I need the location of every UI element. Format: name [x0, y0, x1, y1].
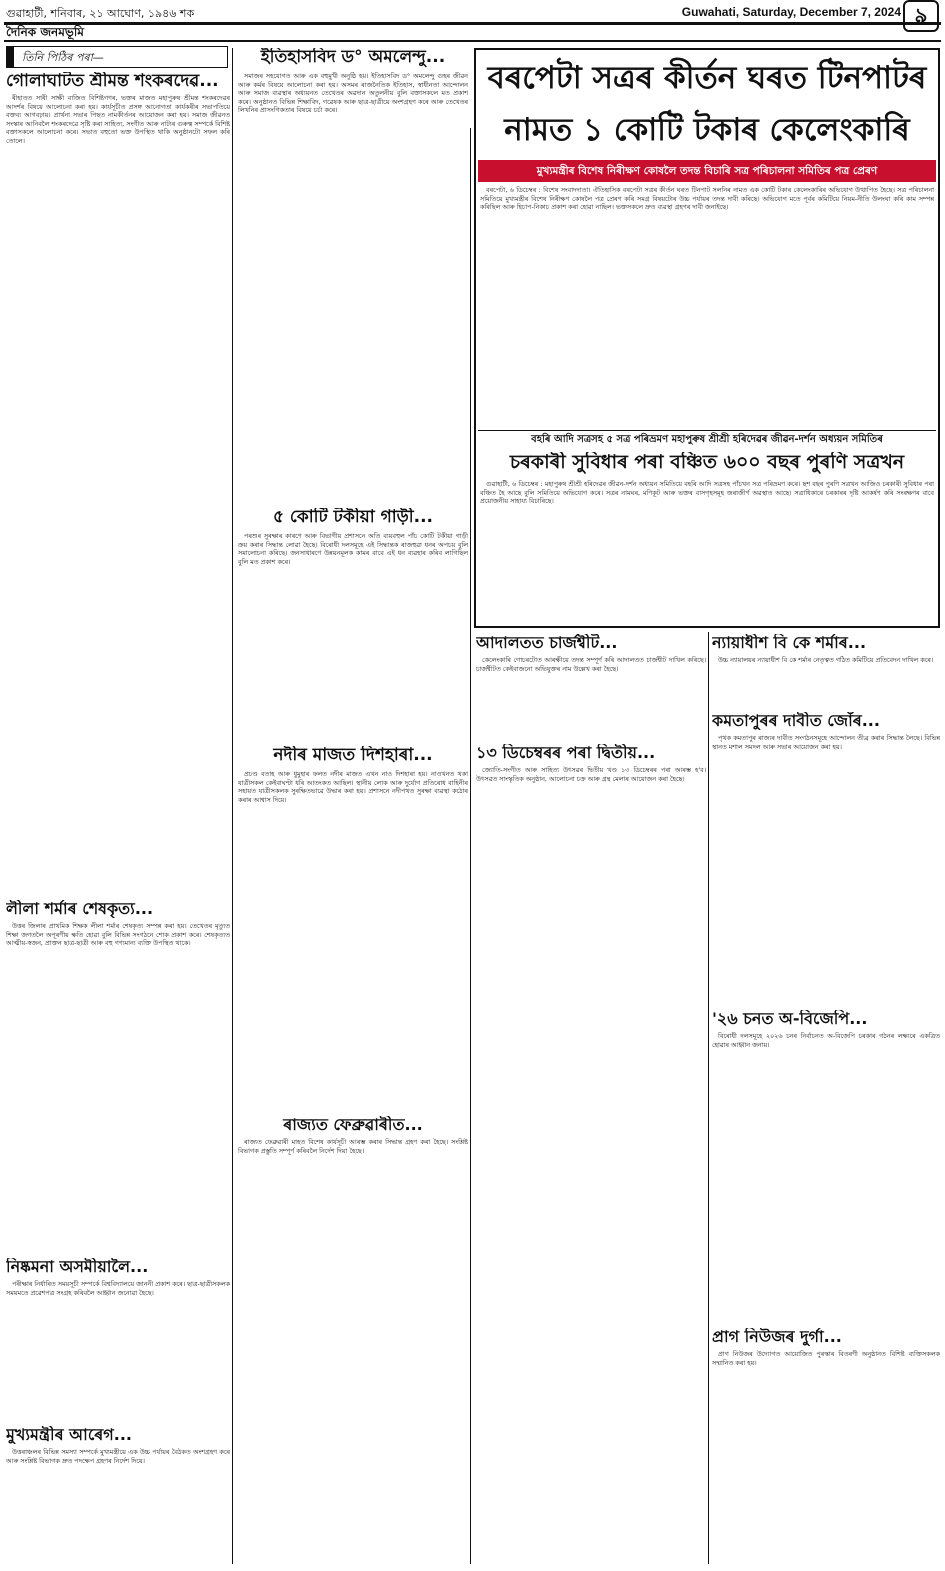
article-five-crore-body — [238, 532, 468, 744]
article-nadir-text: প্ৰচণ্ড বতাহ আৰু ধুমুহাৰ ফলত নদীৰ মাজত এখন নাও দিশহাৰা হয়। নাওখনত থকা যাত্ৰীসকল কেইবাঘণ্টা ধৰি আতংকত আছিল। স্থানীয় লোক আৰু দুৰ্যোগ প্ৰতিৰোধ বাহিনীৰ সহায়ত যাত্ৰীসকলক সুৰক্ষিতভাৱে উদ্ধাৰ কৰা হয়। প্ৰশাসনে নদীপথত সুৰক্ষা ব্যৱস্থা কঠোৰ কৰাৰ আশ্বাস দিয়ে। — [238, 770, 468, 804]
charkari-text: গুৱাহাটী, ৬ ডিচেম্বৰ : মহাপুৰুষ শ্ৰীশ্ৰী হৰিদেৱৰ জীৱন-দৰ্শন অধ্যয়ন সমিতিয়ে বহৰি আদি সত্ৰসহ পাঁচখন সত্ৰ পৰিভ্ৰমণ কৰে। ছশ বছৰ পুৰণি সত্ৰখন আজিও চৰকাৰী সুবিধাৰ পৰা বঞ্চিত হৈ আছে বুলি সমিতিয়ে অভিযোগ কৰে। সত্ৰৰ নামঘৰ, মণিকূট আৰু ভক্তৰ বাসগৃহসমূহ জৰাজীৰ্ণ অৱস্থাত আছে। সত্ৰাধিকাৰে চৰকাৰৰ দৃষ্টি আকৰ্ষণ কৰি সংৰক্ষণৰ বাবে প্ৰয়োজনীয় সাহায্য বিচাৰিছে। — [480, 480, 934, 505]
date-assamese: গুৱাহাটী, শনিবাৰ, ২১ আঘোণ, ১৯৪৬ শক — [6, 7, 195, 20]
article-december13-headline: ১৩ ডিচেম্বৰৰ পৰা দ্বিতীয়... — [476, 744, 656, 762]
charkari-sub-strip: বহৰি আদি সত্ৰসহ ৫ সত্ৰ পৰিভ্ৰমণ মহাপুৰুষ শ্ৰীশ্ৰী হৰিদেৱৰ জীৱন-দৰ্শন অধ্যয়ন সমিতিৰ — [478, 430, 936, 449]
article-itihaas-text: সমাজৰ সহযোগত আৰু এক বহুমুখী অনুষ্ঠি হয়। ইতিহাসবিদ ড° অমলেন্দু গুহৰ জীৱন আৰু কৰ্মৰ বিষয়ে আলোচনা কৰা হয়। অসমৰ ৰাজনৈতিক ইতিহাস, স্বাধীনতা আন্দোলন আৰু সমাজ ব্যৱস্থাৰ অধ্যয়নত তেখেতৰ অৱদান অতুলনীয় বুলি বক্তাসকলে মত প্ৰকাশ কৰে। অনুষ্ঠানত বিভিন্ন শিক্ষাবিদ, গৱেষক আৰু ছাত্ৰ-ছাত্ৰীয়ে অংশগ্ৰহণ কৰে আৰু তেখেতৰ লিখনিৰ প্ৰাসংগিকতাৰ বিষয়ে চৰ্চা কৰে। — [238, 72, 468, 114]
article-five-crore-text: পৰশুৰ সুৰক্ষাৰ কাৰণে আৰু বিভাগীয় প্ৰশাসনে অতি ব্যয়বহুল পাঁচ কোটি টকীয়া গাড়ী ক্ৰয় কৰাৰ সিদ্ধান্ত লোৱা হৈছে। বিৰোধী দলসমূহে এই সিদ্ধান্তক ৰাজহুৱা ধনৰ অপচয় বুলি সমালোচনা কৰিছে। জনসাধাৰণে উন্নয়নমূলক কামৰ বাবে এই ধন ব্যৱহাৰ কৰিব লাগিছিল বুলি মত প্ৰকাশ কৰে। — [238, 532, 468, 566]
article-pragjyotish-text: প্ৰাগ নিউজৰ উদ্যোগত আয়োজিত পুৰস্কাৰ বিতৰণী অনুষ্ঠানত বিশিষ্ট ব্যক্তিসকলক সম্মানিত কৰা হয়। — [712, 1350, 940, 1367]
page-number: ৯ — [903, 0, 939, 32]
article-chargesheet-body — [476, 656, 706, 736]
paper-name: দৈনিক জনমভূমি — [6, 25, 84, 39]
article-pragjyotish-headline: প্ৰাগ নিউজৰ দুৰ্গা... — [712, 1328, 842, 1346]
article-shankardev-text: ৰীহাতত সাৰী সাক্ষী বাজিত বিশিষ্টগণৰ, ভক্তৰ মাজত মহাপুৰুষ শ্ৰীমন্ত শংকৰদেৱৰ আদৰ্শৰ বিষয়ে আলোচনা কৰা হয়। কাৰ্যসূচীত প্ৰসঙ্গ আনোগতা কাৰ্যকৰীৰ সভাপতিয়ে বক্তব্য আগবঢ়ায়। প্ৰাৰ্থনা সভাৰ পিছত নামকীৰ্তনৰ আয়োজন কৰা হয়। সমাজ জীৱনত সংস্কাৰ আনিবলৈ শংকৰদেৱে সৃষ্টি কৰা সাহিত্য, সংগীত আৰু নাট্যৰ গুৰুত্ব সম্পৰ্কে বিশিষ্ট বক্তাসকলে আলোচনা কৰে। সভাত বহুতো ভক্ত উপস্থিত থাকি অনুষ্ঠানটো সফল কৰি তোলে। — [6, 94, 230, 145]
article-shankardev-headline: গোলাঘাটত শ্ৰীমন্ত শংকৰদেৱ... — [6, 72, 219, 91]
article-kamatapur-body — [712, 734, 940, 1004]
article-non-bjp-text: বিৰোধী দলসমূহে ২০২৬ চনৰ নিৰ্বাচনত অ-বিজেপি চৰকাৰ গঠনৰ লক্ষ্যৰে একত্ৰিত হোৱাৰ আহ্বান জনায়। — [712, 1032, 940, 1049]
article-february-headline: ৰাজ্যত ফেব্ৰুৱাৰীত... — [283, 1116, 423, 1134]
article-kamatapur-headline: কমতাপুৰৰ দাবীত জোঁৰ... — [712, 712, 880, 730]
article-leela-text: উত্তৰ জিলাৰ প্ৰাথমিক শিক্ষক লীলা শৰ্মাৰ শেষকৃত্য সম্পন্ন কৰা হয়। তেখেতৰ মৃত্যুত শিক্ষা জগতলৈ অপূৰণীয় ক্ষতি হোৱা বুলি বিভিন্ন সংগঠনে শোক প্ৰকাশ কৰে। শেষকৃত্যত আত্মীয়-স্বজন, প্ৰাক্তন ছাত্ৰ-ছাত্ৰী আৰু বহু গণ্যমান্য ব্যক্তি উপস্থিত থাকে। — [6, 922, 230, 947]
article-itihaas-headline: ইতিহাসবিদ ড° অমলেন্দু... — [260, 48, 446, 67]
article-five-crore-headline: ৫ কোটি টকীয়া গাড়ী... — [272, 508, 434, 527]
article-chargesheet-headline: আদালতত চাৰ্জশ্বীট... — [476, 634, 618, 652]
article-itihaas-body — [238, 72, 468, 502]
date-english: Guwahati, Saturday, December 7, 2024 — [681, 5, 901, 19]
article-cm-headline: মুখ্যমন্ত্ৰীৰ আৰেগ... — [6, 1426, 133, 1444]
article-december13-text: জ্যোতি-সংগীত আৰু সাহিত্য উৎসৱৰ দ্বিতীয় খণ্ড ১৩ ডিচেম্বৰৰ পৰা আৰম্ভ হ'ব। উৎসৱত সাংস্কৃতিক অনুষ্ঠান, আলোচনা চক্ৰ আৰু গ্ৰন্থ মেলাৰ আয়োজন কৰা হৈছে। — [476, 766, 706, 783]
masthead-rule-top — [4, 22, 941, 25]
lead-text: বৰপেটা, ৬ ডিচেম্বৰ : বিশেষ সংবাদদাতা। ঐতিহাসিক বৰপেটা সত্ৰৰ কীৰ্তন ঘৰত টিনপাট সলনিৰ নামত এক কোটি টকাৰ কেলেংকাৰিৰ অভিযোগ উত্থাপিত হৈছে। সত্ৰ পৰিচালনা সমিতিয়ে মুখ্যমন্ত্ৰীৰ বিশেষ নিৰীক্ষণ কোষলৈ পত্ৰ প্ৰেৰণ কৰি সমগ্ৰ বিষয়টোৰ উচ্চ পৰ্যায়ৰ তদন্ত দাবী কৰিছে। অভিযোগ মতে পূৰ্বৰ কমিটিয়ে নিয়ম-নীতি উলংঘা কৰি কাম সম্পন্ন কৰিছিল আৰু হিচাপ-নিকাচ প্ৰকাশ কৰা হোৱা নাছিল। ভক্তসকলে দ্ৰুত ব্যৱস্থা গ্ৰহণৰ দাবী জনাইছে। — [480, 186, 934, 211]
lead-headline: বৰপেটা সত্ৰৰ কীৰ্তন ঘৰত টিনপাটৰ নামত ১ কোটি টকাৰ কেলেংকাৰি — [487, 60, 927, 148]
lead-body — [480, 186, 934, 411]
lead-strap: মুখ্যমন্ত্ৰীৰ বিশেষ নিৰীক্ষণ কোষলৈ তদন্ত বিচাৰি সত্ৰ পৰিচালনা সমিতিৰ পত্ৰ প্ৰেৰণ — [478, 160, 936, 182]
article-cm-text: উত্তৰাঞ্চলৰ বিভিন্ন সমস্যা সম্পৰ্কে মুখ্যমন্ত্ৰীয়ে এক উচ্চ পৰ্যায়ৰ বৈঠকত অংশগ্ৰহণ কৰে আৰু সংশ্লিষ্ট বিভাগক দ্ৰুত পদক্ষেপ গ্ৰহণৰ নিৰ্দেশ দিয়ে। — [6, 1448, 230, 1465]
article-nadir-body — [238, 770, 468, 1110]
article-kamatapur-text: পৃথক কমতাপুৰ ৰাজ্যৰ দাবীত সংগঠনসমূহে আন্দোলন তীব্ৰ কৰাৰ সিদ্ধান্ত লৈছে। বিভিন্ন স্থানত মশাল সমদল আৰু সভাৰ আয়োজন কৰা হয়। — [712, 734, 940, 751]
article-february-text: ৰাজ্যত ফেব্ৰুৱাৰী মাহত বিশেষ কাৰ্যসূচী আৰম্ভ কৰাৰ সিদ্ধান্ত গ্ৰহণ কৰা হৈছে। সংশ্লিষ্ট বিভাগক প্ৰস্তুতি সম্পূৰ্ণ কৰিবলৈ নিৰ্দেশ দিয়া হৈছে। — [238, 1138, 468, 1155]
column-divider-2 — [470, 128, 471, 1564]
masthead-rule-bottom — [4, 40, 941, 42]
article-nishkramana-text: পৰীক্ষাৰ নিৰ্ধাৰিত সময়সূচী সম্পৰ্কে বিশ্ববিদ্যালয়ে জাননী প্ৰকাশ কৰে। ছাত্ৰ-ছাত্ৰীসকলক সময়মতে প্ৰৱেশপত্ৰ সংগ্ৰহ কৰিবলৈ আহ্বান জনোৱা হৈছে। — [6, 1280, 230, 1297]
charkari-body — [480, 480, 934, 620]
article-non-bjp-body — [712, 1032, 940, 1322]
article-justice-text: উচ্চ ন্যায়ালয়ৰ ন্যায়াধীশ বি কে শৰ্মাৰ নেতৃত্বত গঠিত কমিটিয়ে প্ৰতিবেদন দাখিল কৰে। — [718, 656, 934, 664]
article-nadir-headline: নদীৰ মাজত দিশহাৰা... — [273, 746, 433, 765]
article-cm-body — [6, 1448, 230, 1564]
article-leela-body — [6, 922, 230, 1252]
article-chargesheet-text: কেলেংকাৰি গোচৰটোত আৰক্ষীয়ে তদন্ত সম্পূৰ্ণ কৰি আদালতত চাৰ্জশ্বীট দাখিল কৰিছে। চাৰ্জশ্বীটত কেইবাজনো অভিযুক্তৰ নাম উল্লেখ কৰা হৈছে। — [476, 656, 706, 673]
article-nishkramana-body — [6, 1280, 230, 1420]
article-february-body — [238, 1138, 468, 1564]
article-leela-headline: লীলা শৰ্মাৰ শেষকৃত্য... — [6, 900, 154, 918]
article-justice-body — [712, 656, 940, 706]
column-divider-3 — [708, 632, 709, 1564]
article-pragjyotish-body — [712, 1350, 940, 1560]
article-justice-headline: ন্যায়াধীশ বি কে শৰ্মাৰ... — [712, 634, 867, 652]
article-non-bjp-headline: '২৬ চনত অ-বিজেপি... — [712, 1010, 868, 1028]
article-nishkramana-headline: নিষ্কমনা অসমীয়ালৈ... — [6, 1258, 149, 1276]
charkari-headline: চৰকাৰী সুবিধাৰ পৰা বঞ্চিত ৬০০ বছৰ পুৰণি সত্ৰখন — [509, 452, 905, 473]
column-divider-1 — [232, 48, 233, 1564]
article-december13-body — [476, 766, 706, 1556]
article-shankardev-body — [6, 94, 230, 894]
column-tag: তিনি পিঠিৰ পৰা— — [6, 46, 228, 68]
